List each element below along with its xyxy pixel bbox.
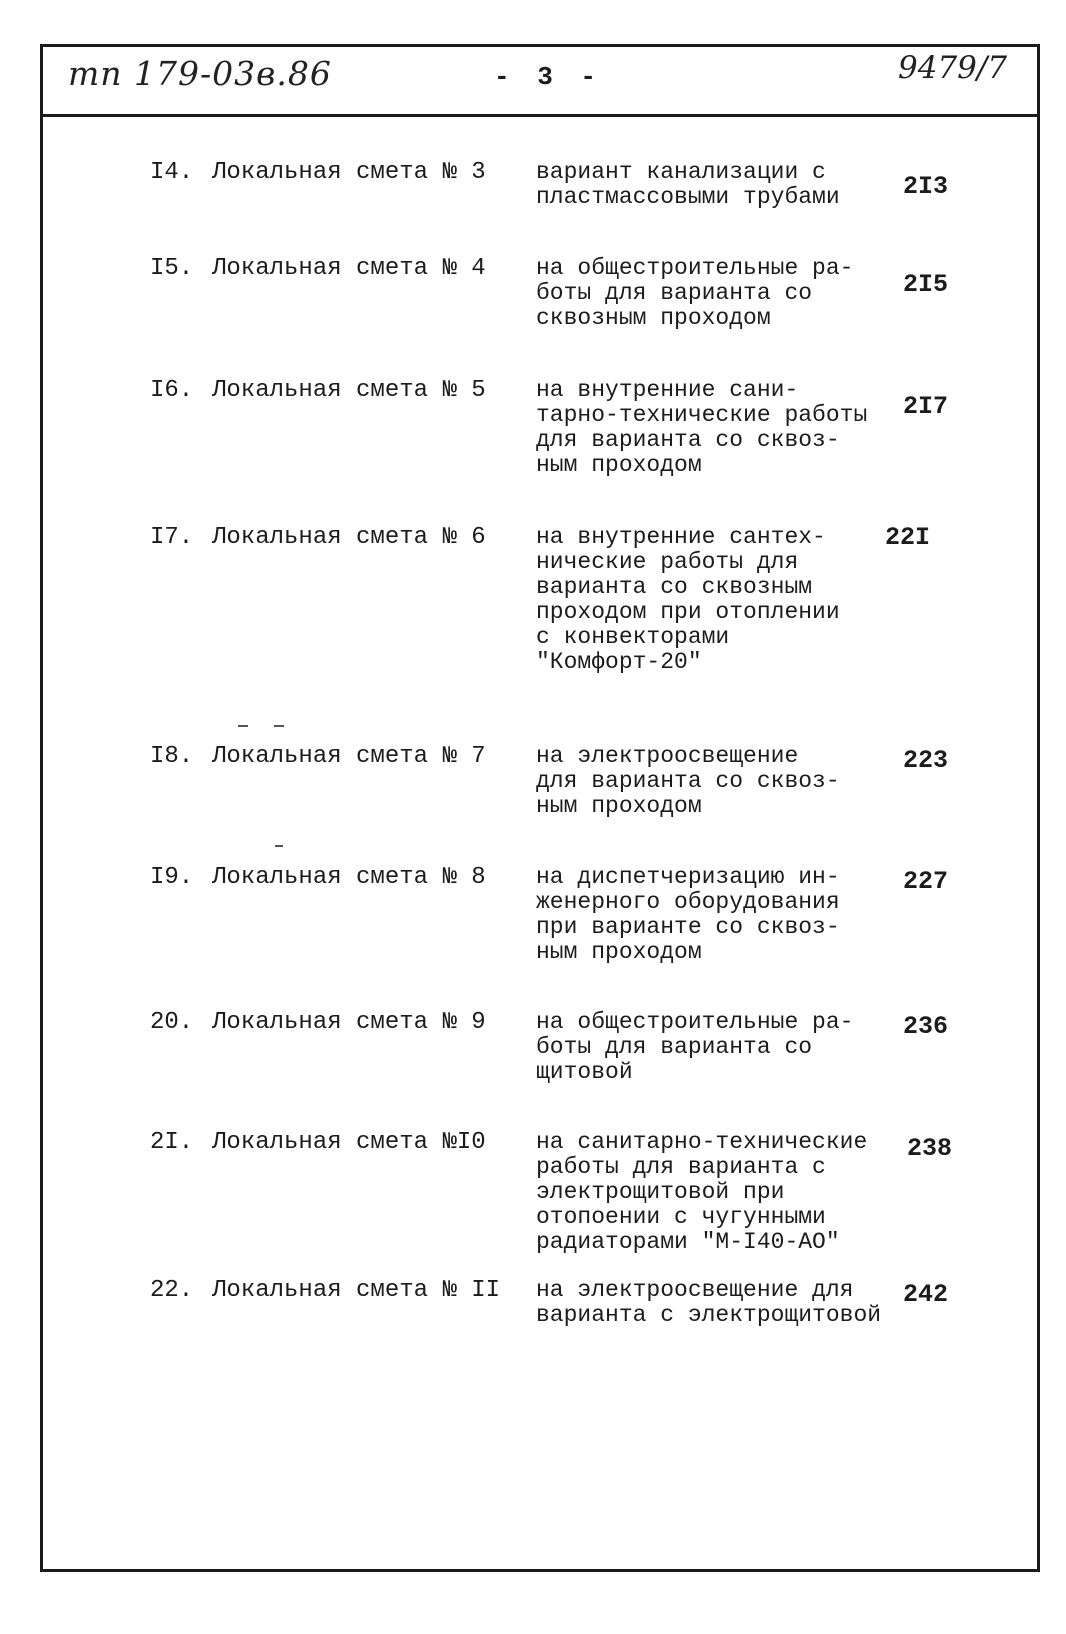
entry-number: I6.: [150, 377, 194, 404]
document-code: тп 179-03в.86: [68, 54, 332, 93]
entry-number: I9.: [150, 864, 194, 891]
entry-number: I4.: [150, 159, 194, 186]
entry-description: на общестроительные ра- боты для варианта со щитовой: [536, 1009, 854, 1085]
entry-page-number: 236: [902, 1012, 948, 1041]
entry-page-number: 223: [902, 746, 948, 775]
entry-description: на электроосвещение для варианта с электрощитовой: [536, 1277, 882, 1328]
entry-description: на санитарно-технические работы для варианта с электрощитовой при отопоении с чугунными радиаторами "М-I40-АО": [536, 1129, 868, 1255]
archive-number: 9479/7: [898, 50, 1008, 86]
entry-number: 22.: [150, 1277, 194, 1304]
entry-title: Локальная смета № 8: [212, 864, 486, 891]
entry-title: Локальная смета № II: [212, 1277, 501, 1304]
entry-description: на внутренние сани- тарно-технические работы для варианта со сквоз- ным проходом: [536, 377, 868, 478]
scan-mark: [275, 845, 283, 847]
scan-mark: [238, 725, 248, 727]
page-indicator: - 3 -: [494, 62, 603, 92]
entry-description: на общестроительные ра- боты для варианта со сквозным проходом: [536, 255, 854, 331]
entry-description: на электроосвещение для варианта со сквоз- ным проходом: [536, 743, 840, 819]
entry-number: I8.: [150, 743, 194, 770]
entry-title: Локальная смета №I0: [212, 1129, 486, 1156]
entry-page-number: 2I7: [902, 392, 948, 421]
entry-page-number: 2I5: [902, 270, 948, 299]
entry-page-number: 2I3: [902, 172, 948, 201]
entry-page-number: 22I: [884, 523, 930, 552]
entry-page-number: 238: [906, 1134, 952, 1163]
entry-title: Локальная смета № 7: [212, 743, 486, 770]
entry-title: Локальная смета № 4: [212, 255, 486, 282]
entry-number: I7.: [150, 524, 194, 551]
entry-description: на диспетчеризацию ин- женерного оборудования при варианте со сквоз- ным проходом: [536, 864, 840, 965]
entry-title: Локальная смета № 5: [212, 377, 486, 404]
entry-title: Локальная смета № 9: [212, 1009, 486, 1036]
entry-description: на внутренние сантех- нические работы для варианта со сквозным проходом при отоплении с конвекторами "Комфорт-20": [536, 524, 840, 675]
entry-page-number: 227: [902, 867, 948, 896]
entry-title: Локальная смета № 6: [212, 524, 486, 551]
entry-number: I5.: [150, 255, 194, 282]
entry-title: Локальная смета № 3: [212, 159, 486, 186]
entry-page-number: 242: [902, 1280, 948, 1309]
entry-description: вариант канализации с пластмассовыми трубами: [536, 159, 840, 210]
entry-number: 2I.: [150, 1129, 194, 1156]
scan-mark: [274, 725, 284, 727]
entry-number: 20.: [150, 1009, 194, 1036]
header-divider: [40, 114, 1040, 117]
